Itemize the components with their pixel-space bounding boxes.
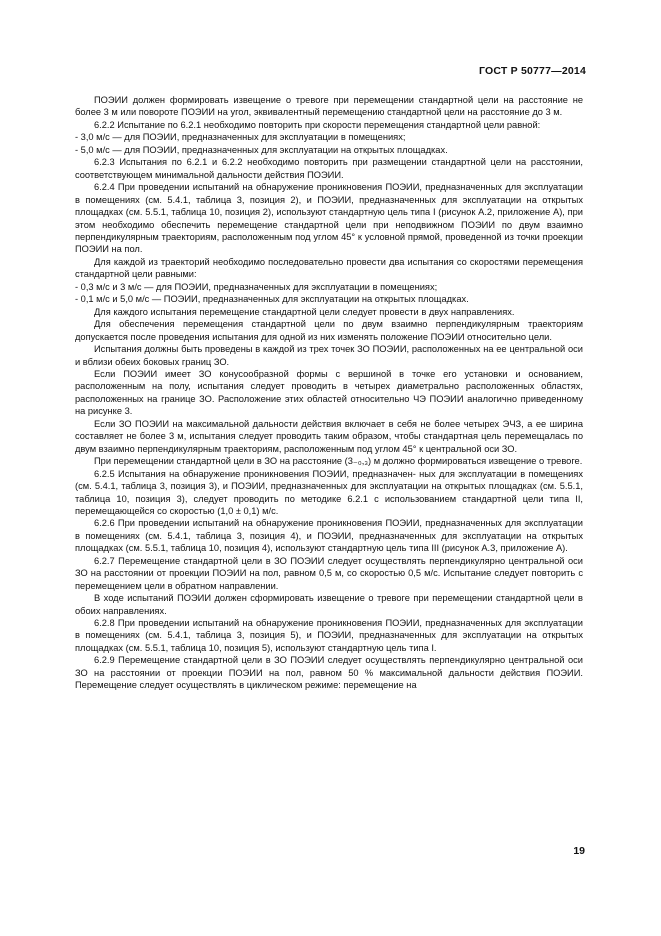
paragraph: В ходе испытаний ПОЭИИ должен сформировать извещение о тревоге при перемещении стандартной цели в обоих направлениях. bbox=[75, 593, 583, 616]
paragraph: Для каждого испытания перемещение стандартной цели следует провести в двух направлениях. bbox=[94, 306, 515, 317]
list-item: - 0,3 м/с и 3 м/с — для ПОЭИИ, предназначенных для эксплуатации в помещениях; bbox=[75, 281, 438, 292]
standard-header: ГОСТ Р 50777—2014 bbox=[478, 65, 586, 77]
paragraph: При перемещении стандартной цели в ЗО на расстояние (3₋₀,₃) м должно формироваться извещение о тревоге. bbox=[94, 456, 583, 467]
paragraph: Испытания должны быть проведены в каждой из трех точек ЗО ПОЭИИ, расположенных на ее центральной оси и вблизи обеих боковых границ ЗО. bbox=[75, 344, 583, 367]
paragraph: Если ПОЭИИ имеет ЗО конусообразной формы с вершиной в точке его установки и основанием, расположенным на полу, испытания следует проводить в четырех диаметрально расположенных областях, расположенных на границе ЗО. Расположение этих областей относительно ЧЭ ПОЭИИ аналогично приведенному на рисунке 3. bbox=[75, 368, 583, 417]
paragraph: Для каждой из траекторий необходимо последовательно провести два испытания со скоростями перемещения стандартной цели равными: bbox=[75, 256, 583, 280]
paragraph: Для обеспечения перемещения стандартной цели по двум взаимно перпендикулярным траекториям допускается после проведения испытания для одной из них изменять положение ПОЭИИ относительно цели. bbox=[75, 319, 583, 342]
paragraph: 6.2.2 Испытание по 6.2.1 необходимо повторить при скорости перемещения стандартной цели равной: bbox=[94, 119, 541, 130]
paragraph: 6.2.7 Перемещение стандартной цели в ЗО ПОЭИИ следует осуществлять перпендикулярно центральной оси ЗО на расстоянии от проекции ПОЭИИ на пол, равном 0,5 м, со скоростью 0,5 м/с. Испытание следует повторить с перемещением цели в обратном направлении. bbox=[75, 555, 583, 591]
paragraph: 6.2.9 Перемещение стандартной цели в ЗО ПОЭИИ следует осуществлять перпендикулярно центральной оси ЗО на расстоянии от проекции ПОЭИИ на пол, равном 50 % максимальной дальности действия ПОЭИИ. Перемещение следует осуществлять в циклическом режиме: перемещение на bbox=[75, 655, 583, 691]
paragraph: ПОЭИИ должен формировать извещение о тревоге при перемещении стандартной цели на расстояние не более 3 м или повороте ПОЭИИ на угол, эквивалентный перемещению стандартной цели на расстояние до 3 м. bbox=[75, 95, 583, 118]
list-item: - 3,0 м/с — для ПОЭИИ, предназначенных для эксплуатации в помещениях; bbox=[75, 132, 406, 143]
paragraph: 6.2.3 Испытания по 6.2.1 и 6.2.2 необходимо повторить при размещении стандартной цели на расстоянии, соответствующем минимальной дальности действия ПОЭИИ. bbox=[75, 157, 583, 180]
paragraph: 6.2.5 Испытания на обнаружение проникновения ПОЭИИ, предназначен- ных для эксплуатации в помещениях (см. 5.4.1, таблица 3, позиция 3), и ПОЭИИ, предназначенных для эксплуатации на открытых площадках (см. 5.5.1, таблица 10, позиция 3), следует проводить по методике 6.2.1 с использованием стандартной цели типа II, перемещающейся со скоростью (1,0 ± 0,1) м/с. bbox=[75, 468, 583, 516]
list-item: - 0,1 м/с и 5,0 м/с — ПОЭИИ, предназначенных для эксплуатации на открытых площадках. bbox=[75, 294, 469, 305]
list-item: - 5,0 м/с — для ПОЭИИ, предназначенных для эксплуатации на открытых площадках. bbox=[75, 144, 448, 155]
paragraph: Если ЗО ПОЭИИ на максимальной дальности действия включает в себя не более четырех ЭЧЗ, а ее ширина составляет не более 3 м, испытания следует проводить таким образом, чтобы стандартная цель перемещалась по двум взаимно перпендикулярным траекториям, расположенным под углом 45° к центральной оси ЗО. bbox=[75, 418, 583, 454]
paragraph: 6.2.8 При проведении испытаний на обнаружение проникновения ПОЭИИ, предназначенных для эксплуатации в помещениях (см. 5.4.1, таблица 3, позиция 5), и ПОЭИИ, предназначенных для эксплуатации на открытых площадках (см. 5.5.1, таблица 10, позиция 5), используют стандартную цель типа I. bbox=[75, 618, 583, 653]
page-number: 19 bbox=[573, 845, 585, 857]
paragraph: 6.2.6 При проведении испытаний на обнаружение проникновения ПОЭИИ, предназначенных для эксплуатации в помещениях (см. 5.4.1, таблица 3, позиция 4), и ПОЭИИ, предназначенных для эксплуатации на открытых площадках (см. 5.5.1, таблица 10, позиция 4), используют стандартную цель типа III (рисунок А.3, приложение А). bbox=[75, 518, 583, 554]
paragraph: 6.2.4 При проведении испытаний на обнаружение проникновения ПОЭИИ, предназначенных для эксплуатации в помещениях (см. 5.4.1, таблица 3, позиция 2), и ПОЭИИ, предназначенных для эксплуатации на открытых площадках (см. 5.5.1, таблица 10, позиция 2), используют стандартную цель типа I (рисунок А.2, приложение А), при этом необходимо обеспечить перемещение стандартной цели при неподвижном ПОЭИИ по двум взаимно перпендикулярным траекториям, расположенным под углом 45° к условной прямой, проведенной из точки проекции ПОЭИИ на пол. bbox=[75, 182, 583, 255]
body-text bbox=[75, 94, 583, 692]
